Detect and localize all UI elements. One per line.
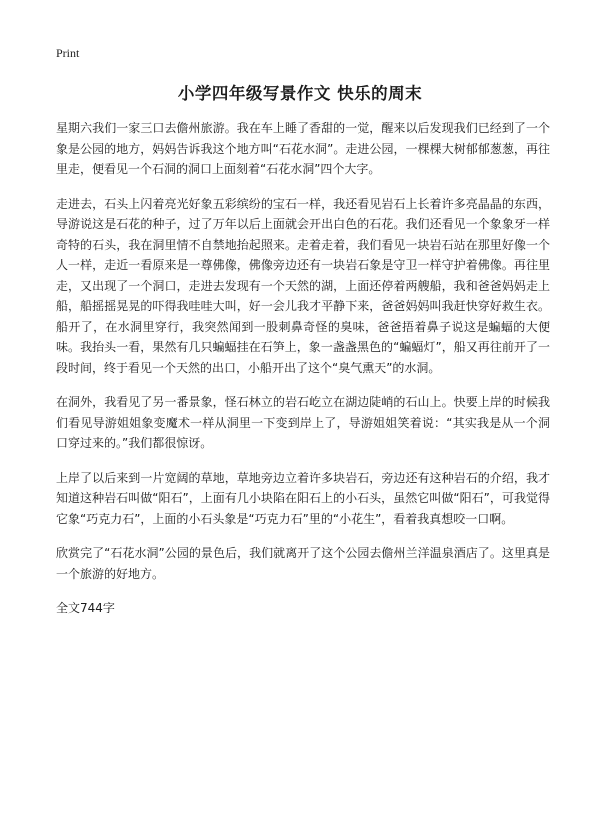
- article-paragraph: 欣赏完了“石花水洞”公园的景色后，我们就离开了这个公园去儋州兰洋温泉酒店了。这里真是一个旅游的好地方。: [56, 546, 550, 581]
- article-paragraph: 上岸了以后来到一片宽阔的草地，草地旁边立着许多块岩石，旁边还有这种岩石的介绍，我才知道这种岩石叫做“阳石”，上面有几小块陷在阳石上的小石头，虽然它叫做“阳石”，可我觉得它象“巧克力石”，上面的小石头象是“巧克力石”里的“小花生”，看着我真想咬一口啊。: [56, 470, 550, 526]
- article-title: 小学四年级写景作文 快乐的周末: [177, 84, 423, 103]
- article-paragraph: 在洞外，我看见了另一番景象，怪石林立的岩石屹立在湖边陡峭的石山上。快要上岸的时候我们看见导游姐姐象变魔术一样从洞里一下变到岸上了，导游姐姐笑着说：“其实我是从一个洞口穿过来的。”我们都很惊讶。: [56, 395, 550, 450]
- article-paragraph: 走进去，石头上闪着亮光好象五彩缤纷的宝石一样，我还看见岩石上长着许多亮晶晶的东西，导游说这是石花的种子，过了万年以后上面就会开出白色的石花。我们还看见一个象象牙一样奇特的石头，我在洞里情不自禁地抬起照来。走着走着，我们看见一块岩石站在那里好像一个人一样，走近一看原来是一尊佛像，佛像旁边还有一块岩石象是守卫一样守护着佛像。再往里走，又出现了一个洞口，走进去发现有一个天然的湖，上面还停着两艘船，我和爸爸妈妈走上船，船摇摇晃晃的吓得我哇哇大叫，好一会儿我才平静下来，爸爸妈妈叫我赶快穿好救生衣。船开了，在水洞里穿行，我突然闻到一股刺鼻奇怪的臭味，爸爸捂着鼻子说这是蝙蝠的大便味。我抬头一看，果然有几只蝙蝠挂在石笋上，象一盏盏黑色的“蝙蝠灯”，船又再往前开了一段时间，终于看见一个天然的出口，小船开出了这个“臭气熏天”的水洞。: [56, 196, 550, 375]
- word-count: 全文744字: [56, 601, 115, 615]
- article-body: [56, 118, 550, 618]
- print-link[interactable]: Print: [56, 46, 80, 60]
- article-paragraph: 星期六我们一家三口去儋州旅游。我在车上睡了香甜的一觉，醒来以后发现我们已经到了一个象是公园的地方，妈妈告诉我这个地方叫“石花水洞”。走进公园，一棵棵大树郁郁葱葱，再往里走，便看见一个石洞的洞口上面刻着“石花水洞”四个大字。: [56, 121, 550, 176]
